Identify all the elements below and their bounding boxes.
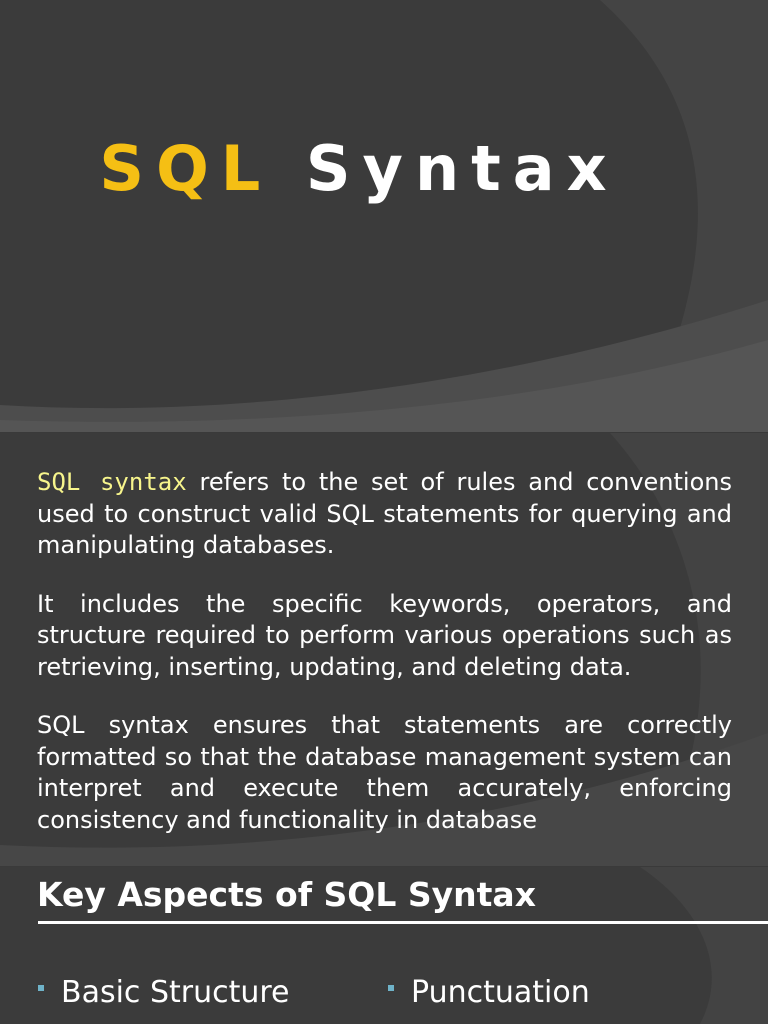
content-slide bbox=[0, 433, 768, 866]
section-heading: Key Aspects of SQL Syntax bbox=[37, 875, 536, 914]
square-bullet-icon bbox=[388, 985, 394, 991]
bullet-label: Basic Structure bbox=[61, 975, 290, 1010]
paragraph-1 bbox=[37, 467, 732, 562]
title-sql: SQL bbox=[99, 132, 273, 205]
bullet-list bbox=[38, 975, 738, 1010]
highlight-term: SQL syntax bbox=[37, 468, 187, 496]
paragraph-1-text: refers to the set of rules and conventions used to construct valid SQL statements for querying and manipulating databases. bbox=[37, 468, 732, 559]
title-syntax: Syntax bbox=[305, 132, 619, 205]
square-bullet-icon bbox=[38, 985, 44, 991]
bullet-label: Punctuation bbox=[411, 975, 590, 1010]
heading-underline bbox=[38, 921, 768, 924]
title-slide bbox=[0, 0, 768, 432]
bullet-item bbox=[38, 975, 388, 1010]
paragraph-2: It includes the specific keywords, operators, and structure required to perform various operations such as retrieving, inserting, updating, and deleting data. bbox=[37, 589, 732, 681]
bullet-item bbox=[388, 975, 738, 1010]
body-text bbox=[37, 467, 732, 863]
slide-title bbox=[0, 132, 718, 205]
key-aspects-slide bbox=[0, 867, 768, 1024]
background-swoosh bbox=[0, 0, 768, 432]
paragraph-3: SQL syntax ensures that statements are correctly formatted so that the database management system can interpret and execute them accurately, enforcing consistency and functionality in database bbox=[37, 711, 732, 834]
